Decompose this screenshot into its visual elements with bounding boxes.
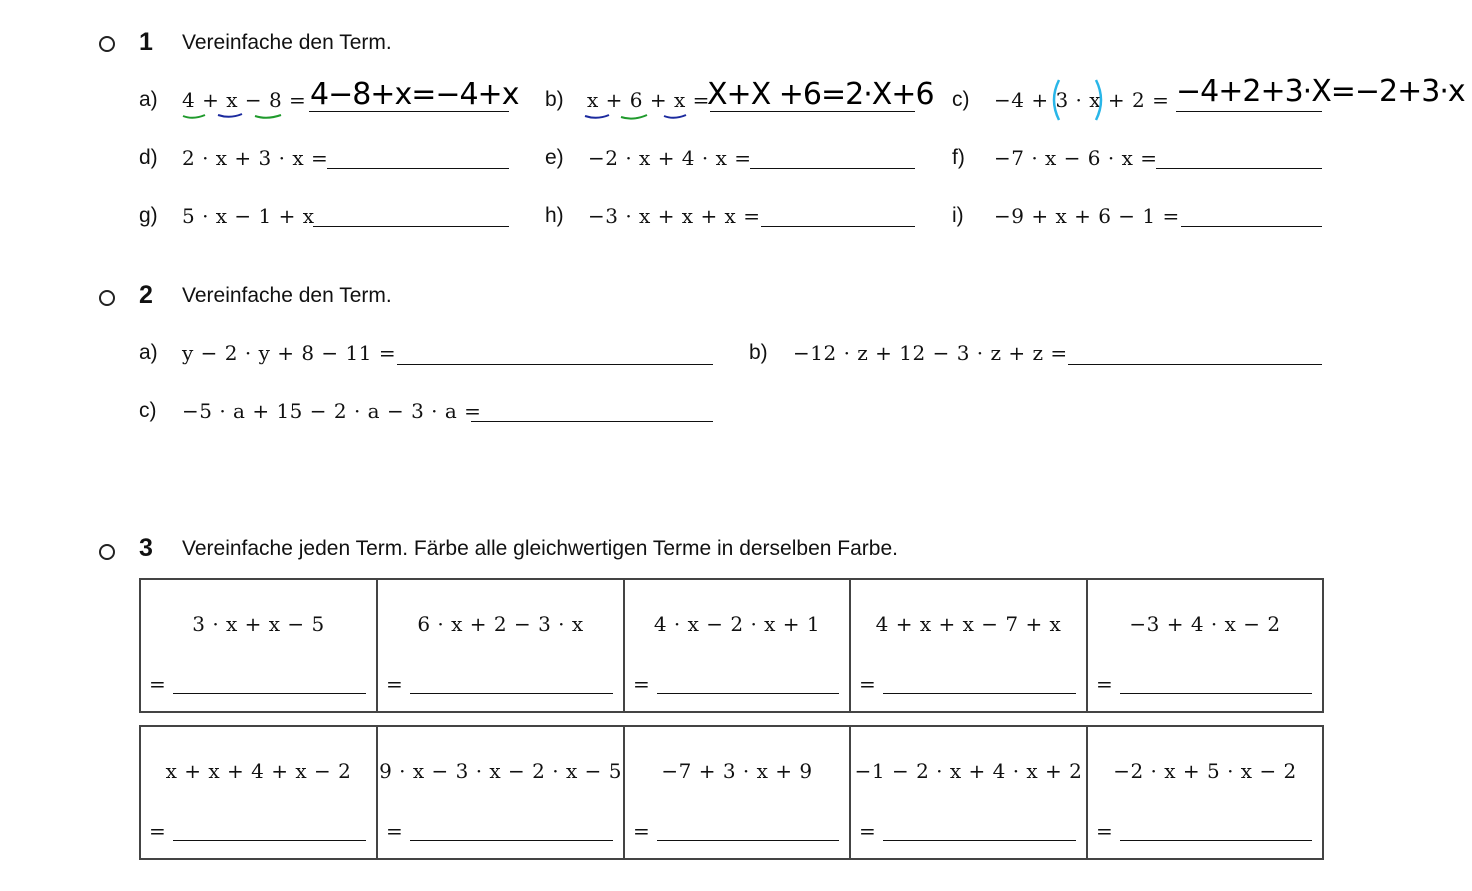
blue-underline-mark bbox=[664, 115, 686, 118]
green-underline-mark bbox=[183, 115, 205, 118]
task2-c-answer-line[interactable] bbox=[471, 421, 713, 422]
term-cell[interactable] bbox=[625, 727, 851, 858]
equals-sign: = bbox=[859, 819, 876, 843]
task1-c-label: c) bbox=[952, 88, 970, 111]
task1-h-expr: −3 · x + x + x = bbox=[588, 204, 761, 228]
cyan-bracket-mark bbox=[1096, 80, 1101, 120]
task1-g-expr: 5 · x − 1 + x bbox=[182, 204, 315, 228]
task1-f-expr: −7 · x − 6 · x = bbox=[994, 146, 1158, 170]
term-cell[interactable] bbox=[141, 727, 378, 858]
term-expr: 3 · x + x − 5 bbox=[192, 612, 325, 636]
task2-b-expr: −12 · z + 12 − 3 · z + z = bbox=[793, 341, 1068, 365]
term-cell[interactable] bbox=[1088, 727, 1322, 858]
term-answer-line[interactable] bbox=[657, 840, 839, 841]
task3-checkbox[interactable] bbox=[99, 544, 115, 560]
term-cell[interactable] bbox=[378, 580, 625, 711]
term-expr: x + x + 4 + x − 2 bbox=[165, 759, 352, 783]
task1-a-label: a) bbox=[139, 88, 158, 111]
term-expr: −3 + 4 · x − 2 bbox=[1129, 612, 1281, 636]
term-expr: 9 · x − 3 · x − 2 · x − 5 bbox=[379, 759, 622, 783]
task1-h-label: h) bbox=[545, 204, 564, 227]
term-answer-line[interactable] bbox=[173, 693, 366, 694]
term-cell[interactable] bbox=[141, 580, 378, 711]
task1-i-label: i) bbox=[952, 204, 964, 227]
term-cell[interactable] bbox=[851, 580, 1088, 711]
task2-b-label: b) bbox=[749, 341, 768, 364]
task2-c-expr: −5 · a + 15 − 2 · a − 3 · a = bbox=[182, 399, 482, 423]
term-answer-line[interactable] bbox=[1120, 693, 1312, 694]
equals-sign: = bbox=[149, 819, 166, 843]
task2-b-answer-line[interactable] bbox=[1068, 364, 1322, 365]
task2-a-expr: y − 2 · y + 8 − 11 = bbox=[182, 341, 397, 365]
task3-number: 3 bbox=[139, 534, 153, 562]
term-table-row-1 bbox=[139, 578, 1324, 713]
term-expr: −7 + 3 · x + 9 bbox=[661, 759, 813, 783]
task1-d-expr: 2 · x + 3 · x = bbox=[182, 146, 329, 170]
equals-sign: = bbox=[633, 672, 650, 696]
cyan-bracket-mark bbox=[1054, 80, 1059, 120]
task1-b-handwritten-answer: X+X +6=2·X+6 bbox=[707, 77, 934, 112]
task1-g-label: g) bbox=[139, 204, 158, 227]
task1-c-expr: −4 + 3 · x + 2 = bbox=[994, 88, 1170, 112]
task1-a-handwritten-answer: 4−8+x=−4+x bbox=[310, 77, 519, 112]
task1-e-label: e) bbox=[545, 146, 564, 169]
task1-f-label: f) bbox=[952, 146, 965, 169]
equals-sign: = bbox=[386, 819, 403, 843]
term-answer-line[interactable] bbox=[173, 840, 366, 841]
term-cell[interactable] bbox=[625, 580, 851, 711]
term-expr: 4 + x + x − 7 + x bbox=[875, 612, 1062, 636]
task2-instruction: Vereinfache den Term. bbox=[182, 284, 392, 307]
term-answer-line[interactable] bbox=[410, 840, 613, 841]
task1-a-expr: 4 + x − 8 = bbox=[182, 88, 307, 112]
green-underline-mark bbox=[255, 115, 281, 118]
equals-sign: = bbox=[386, 672, 403, 696]
term-cell[interactable] bbox=[1088, 580, 1322, 711]
term-cell[interactable] bbox=[378, 727, 625, 858]
task2-a-label: a) bbox=[139, 341, 158, 364]
term-answer-line[interactable] bbox=[883, 693, 1076, 694]
equals-sign: = bbox=[859, 672, 876, 696]
equals-sign: = bbox=[633, 819, 650, 843]
task1-c-handwritten-answer: −4+2+3·X=−2+3·x bbox=[1176, 74, 1465, 109]
term-cell[interactable] bbox=[851, 727, 1088, 858]
task1-number: 1 bbox=[139, 28, 153, 56]
task2-c-label: c) bbox=[139, 399, 157, 422]
term-expr: 6 · x + 2 − 3 · x bbox=[417, 612, 584, 636]
task1-i-expr: −9 + x + 6 − 1 = bbox=[994, 204, 1180, 228]
term-answer-line[interactable] bbox=[883, 840, 1076, 841]
equals-sign: = bbox=[1096, 819, 1113, 843]
term-answer-line[interactable] bbox=[410, 693, 613, 694]
task1-b-label: b) bbox=[545, 88, 564, 111]
task1-d-label: d) bbox=[139, 146, 158, 169]
term-table-row-2 bbox=[139, 725, 1324, 860]
task2-a-answer-line[interactable] bbox=[397, 364, 713, 365]
blue-underline-mark bbox=[585, 115, 609, 118]
task1-b-expr: x + 6 + x = bbox=[587, 88, 710, 112]
green-underline-mark bbox=[621, 115, 647, 119]
task2-number: 2 bbox=[139, 281, 153, 309]
task1-e-expr: −2 · x + 4 · x = bbox=[588, 146, 752, 170]
term-expr: 4 · x − 2 · x + 1 bbox=[653, 612, 821, 636]
term-expr: −2 · x + 5 · x − 2 bbox=[1113, 759, 1297, 783]
blue-underline-mark bbox=[218, 114, 242, 117]
equals-sign: = bbox=[149, 672, 166, 696]
term-answer-line[interactable] bbox=[1120, 840, 1312, 841]
equals-sign: = bbox=[1096, 672, 1113, 696]
term-expr: −1 − 2 · x + 4 · x + 2 bbox=[854, 759, 1083, 783]
term-answer-line[interactable] bbox=[657, 693, 839, 694]
task1-instruction: Vereinfache den Term. bbox=[182, 31, 392, 54]
task2-checkbox[interactable] bbox=[99, 290, 115, 306]
task3-instruction: Vereinfache jeden Term. Färbe alle gleichwertigen Terme in derselben Farbe. bbox=[182, 537, 898, 560]
